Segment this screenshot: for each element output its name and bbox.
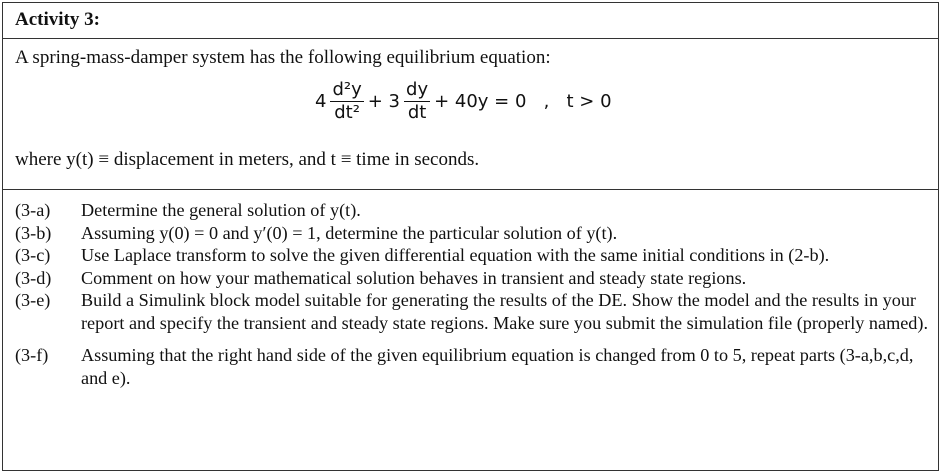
task-item xyxy=(15,267,930,290)
section-divider xyxy=(3,189,938,190)
task-text: Determine the general solution of y(t). xyxy=(81,200,361,220)
task-item xyxy=(15,344,930,389)
task-text: Comment on how your mathematical solution behaves in transient and steady state regions. xyxy=(81,267,747,288)
task-item xyxy=(15,199,930,222)
activity-title: Activity 3: xyxy=(3,3,938,39)
equation-coefficient-4: 4 xyxy=(315,91,327,112)
equation-plus-3: + 3 xyxy=(367,91,401,112)
task-label: (3-f) xyxy=(15,345,49,365)
task-label: (3-d) xyxy=(15,267,52,288)
activity-box xyxy=(2,2,939,471)
task-text: Assuming y(0) = 0 and y′(0) = 1, determine the particular solution of y(t). xyxy=(81,222,618,243)
task-item xyxy=(15,222,930,245)
task-text: Assuming that the right hand side of the given equilibrium equation is changed from 0 to 5, repeat parts (3-a,b,c,d, and e). xyxy=(81,345,914,388)
second-derivative-fraction xyxy=(330,81,363,122)
fraction-numerator: dy xyxy=(406,79,429,100)
first-derivative-fraction xyxy=(404,81,430,122)
fraction-denominator: dt xyxy=(407,102,427,123)
equilibrium-equation xyxy=(313,81,614,122)
task-text: Use Laplace transform to solve the given differential equation with the same initial conditions in (2-b). xyxy=(81,245,830,265)
fraction-numerator: d²y xyxy=(332,79,362,100)
task-label: (3-a) xyxy=(15,200,51,220)
task-label: (3-c) xyxy=(15,245,51,265)
intro-text: A spring-mass-damper system has the following equilibrium equation: xyxy=(15,47,551,68)
task-item xyxy=(15,289,930,334)
equation-remainder: + 40y = 0 , t > 0 xyxy=(434,91,612,112)
fraction-denominator: dt² xyxy=(334,102,360,123)
task-text: Build a Simulink block model suitable for generating the results of the DE. Show the model and the results in your report and specify the transient and steady state regions. Make sure you submit the simulation file (properly named). xyxy=(81,290,928,333)
task-label: (3-b) xyxy=(15,222,52,243)
task-list xyxy=(15,199,930,389)
task-label: (3-e) xyxy=(15,290,51,310)
where-definition: where y(t) ≡ displacement in meters, and t ≡ time in seconds. xyxy=(15,149,480,170)
task-item xyxy=(15,244,930,267)
